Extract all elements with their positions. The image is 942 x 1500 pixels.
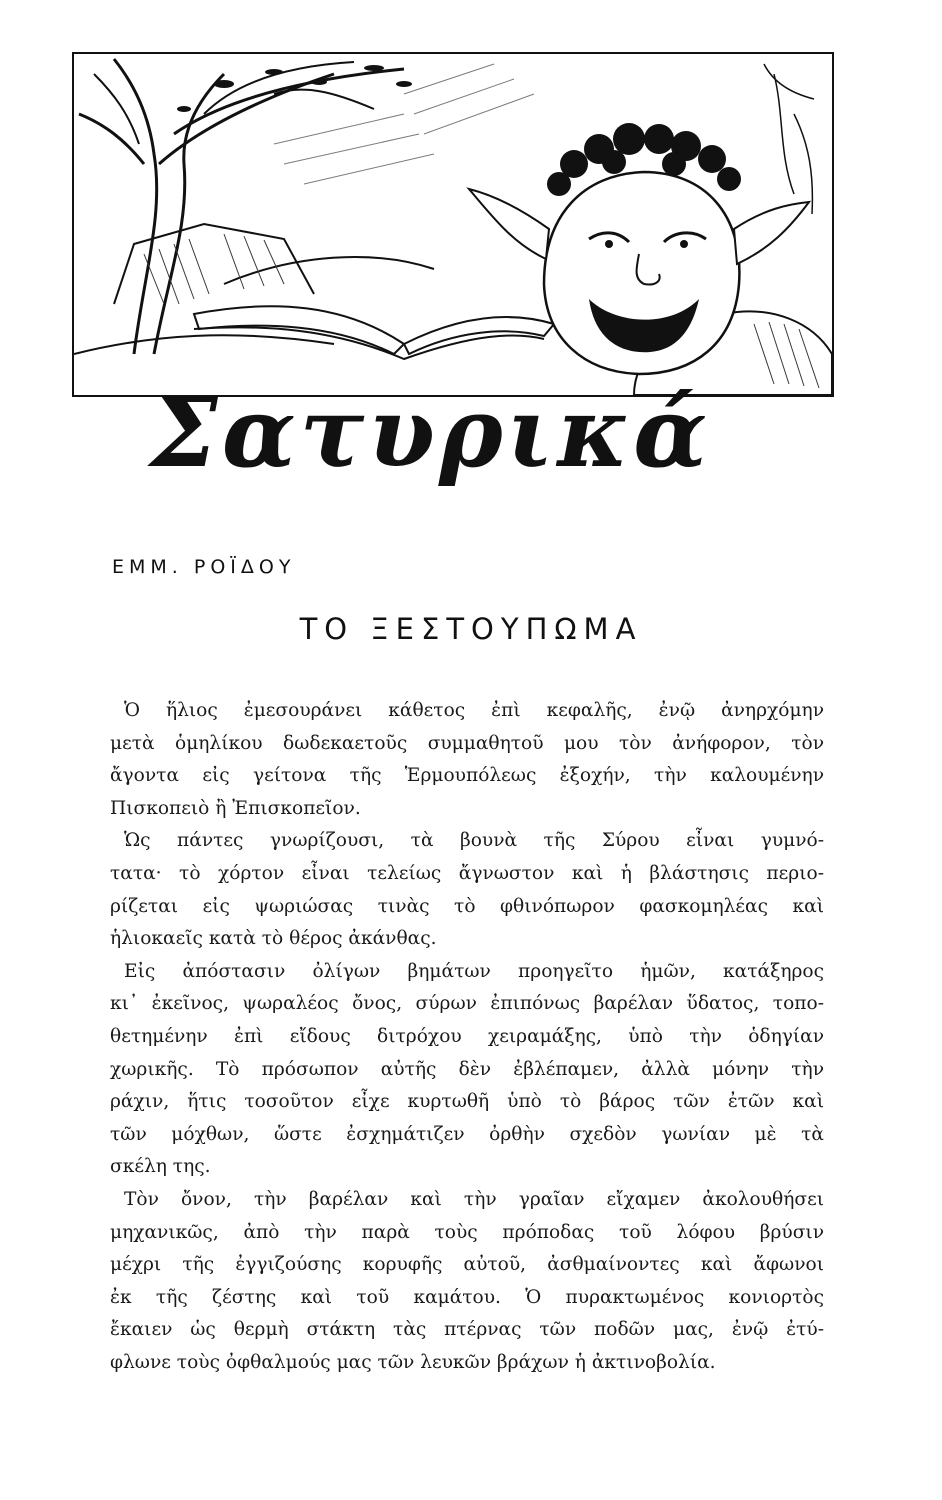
text-line: σκέλη της. [110, 1156, 211, 1178]
article-title: ΤΟ ΞΕΣΤΟΥΠΩΜΑ [299, 612, 643, 646]
text-line: μετὰ ὁμηλίκου δωδεκαετοῦς συμμαθητοῦ μου τὸν ἀνήφορον, τὸν [110, 732, 824, 754]
text-line: φλωνε τοὺς ὀφθαλμούς μας τῶν λευκῶν βράχων ἡ ἀκτινοβολία. [110, 1351, 716, 1373]
satyr-figure [469, 123, 832, 395]
section-title: Σατυρικά [150, 376, 712, 489]
text-line: μέχρι τῆς ἐγγιζούσης κορυφῆς αὐτοῦ, ἀσθμαίνοντες καὶ ἄφωνοι [110, 1254, 824, 1276]
rock-shading [144, 234, 284, 304]
text-line: τατα· τὸ χόρτον εἶναι τελείως ἄγνωστον καὶ ἡ βλάστησις περιο- [110, 862, 824, 884]
text-line: μηχανικῶς, ἀπὸ τὴν παρὰ τοὺς πρόποδας τοῦ λόφου βρύσιν [110, 1221, 824, 1243]
text-line: ράχιν, ἥτις τοσοῦτον εἶχε κυρτωθῆ ὑπὸ τὸ βάρος τῶν ἐτῶν καὶ [110, 1091, 824, 1113]
text-line: ἔκαιεν ὡς θερμὴ στάκτη τὰς πτέρνας τῶν ποδῶν μας, ἐνῷ ἐτύ- [110, 1319, 824, 1341]
author-name: ΕΜΜ. ΡΟΪΔΟΥ [112, 556, 296, 578]
paragraph-3 [110, 956, 824, 1184]
text-line: ρίζεται εἰς ψωριώσας τινὰς τὸ φθινόπωρον φασκομηλέας καὶ [110, 895, 824, 917]
satyr-illustration [74, 54, 832, 395]
article-body [110, 695, 824, 1379]
right-foliage [764, 64, 814, 214]
text-line: χωρικῆς. Τὸ πρόσωπον αὐτῆς δὲν ἐβλέπαμεν, ἀλλὰ μόνην τὴν [110, 1058, 824, 1080]
text-line: τῶν μόχθων, ὥστε ἐσχημάτιζεν ὀρθὴν σχεδὸν γωνίαν μὲ τὰ [110, 1123, 824, 1145]
paragraph-2 [110, 825, 824, 955]
text-line: Ὡς πάντες γνωρίζουσι, τὰ βουνὰ τῆς Σύρου εἶναι γυμνό- [124, 830, 824, 852]
text-line: Εἰς ἀπόστασιν ὀλίγων βημάτων προηγεῖτο ἡμῶν, κατάξηρος [124, 960, 824, 982]
text-line: θετημένην ἐπὶ εἴδους διτρόχου χειραμάξης, ὑπὸ τὴν ὁδηγίαν [110, 1025, 824, 1047]
text-line: Τὸν ὄνον, τὴν βαρέλαν καὶ τὴν γραῖαν εἴχαμεν ἀκολουθήσει [124, 1188, 824, 1210]
paragraph-4 [110, 1184, 824, 1380]
text-line: ἐκ τῆς ζέστης καὶ τοῦ καμάτου. Ὁ πυρακτωμένος κονιορτὸς [110, 1286, 824, 1308]
text-line: Ὁ ἥλιος ἐμεσουράνει κάθετος ἐπὶ κεφαλῆς, ἐνῷ ἀνηρχόμην [124, 700, 824, 721]
text-line: κι᾿ ἐκεῖνος, ψωραλέος ὄνος, σύρων ἐπιπόνως βαρέλαν ὕδατος, τοπο- [110, 993, 824, 1015]
header-illustration [72, 52, 834, 397]
text-line: ἄγοντα εἰς γείτονα τῆς Ἑρμουπόλεως ἐξοχήν, τὴν καλουμένην [110, 765, 824, 787]
paragraph-1 [110, 695, 824, 825]
text-line: Πισκοπειὸ ἢ Ἐπισκοπεῖον. [110, 797, 361, 819]
text-line: ἡλιοκαεῖς κατὰ τὸ θέρος ἀκάνθας. [110, 928, 437, 950]
open-book [194, 306, 554, 359]
